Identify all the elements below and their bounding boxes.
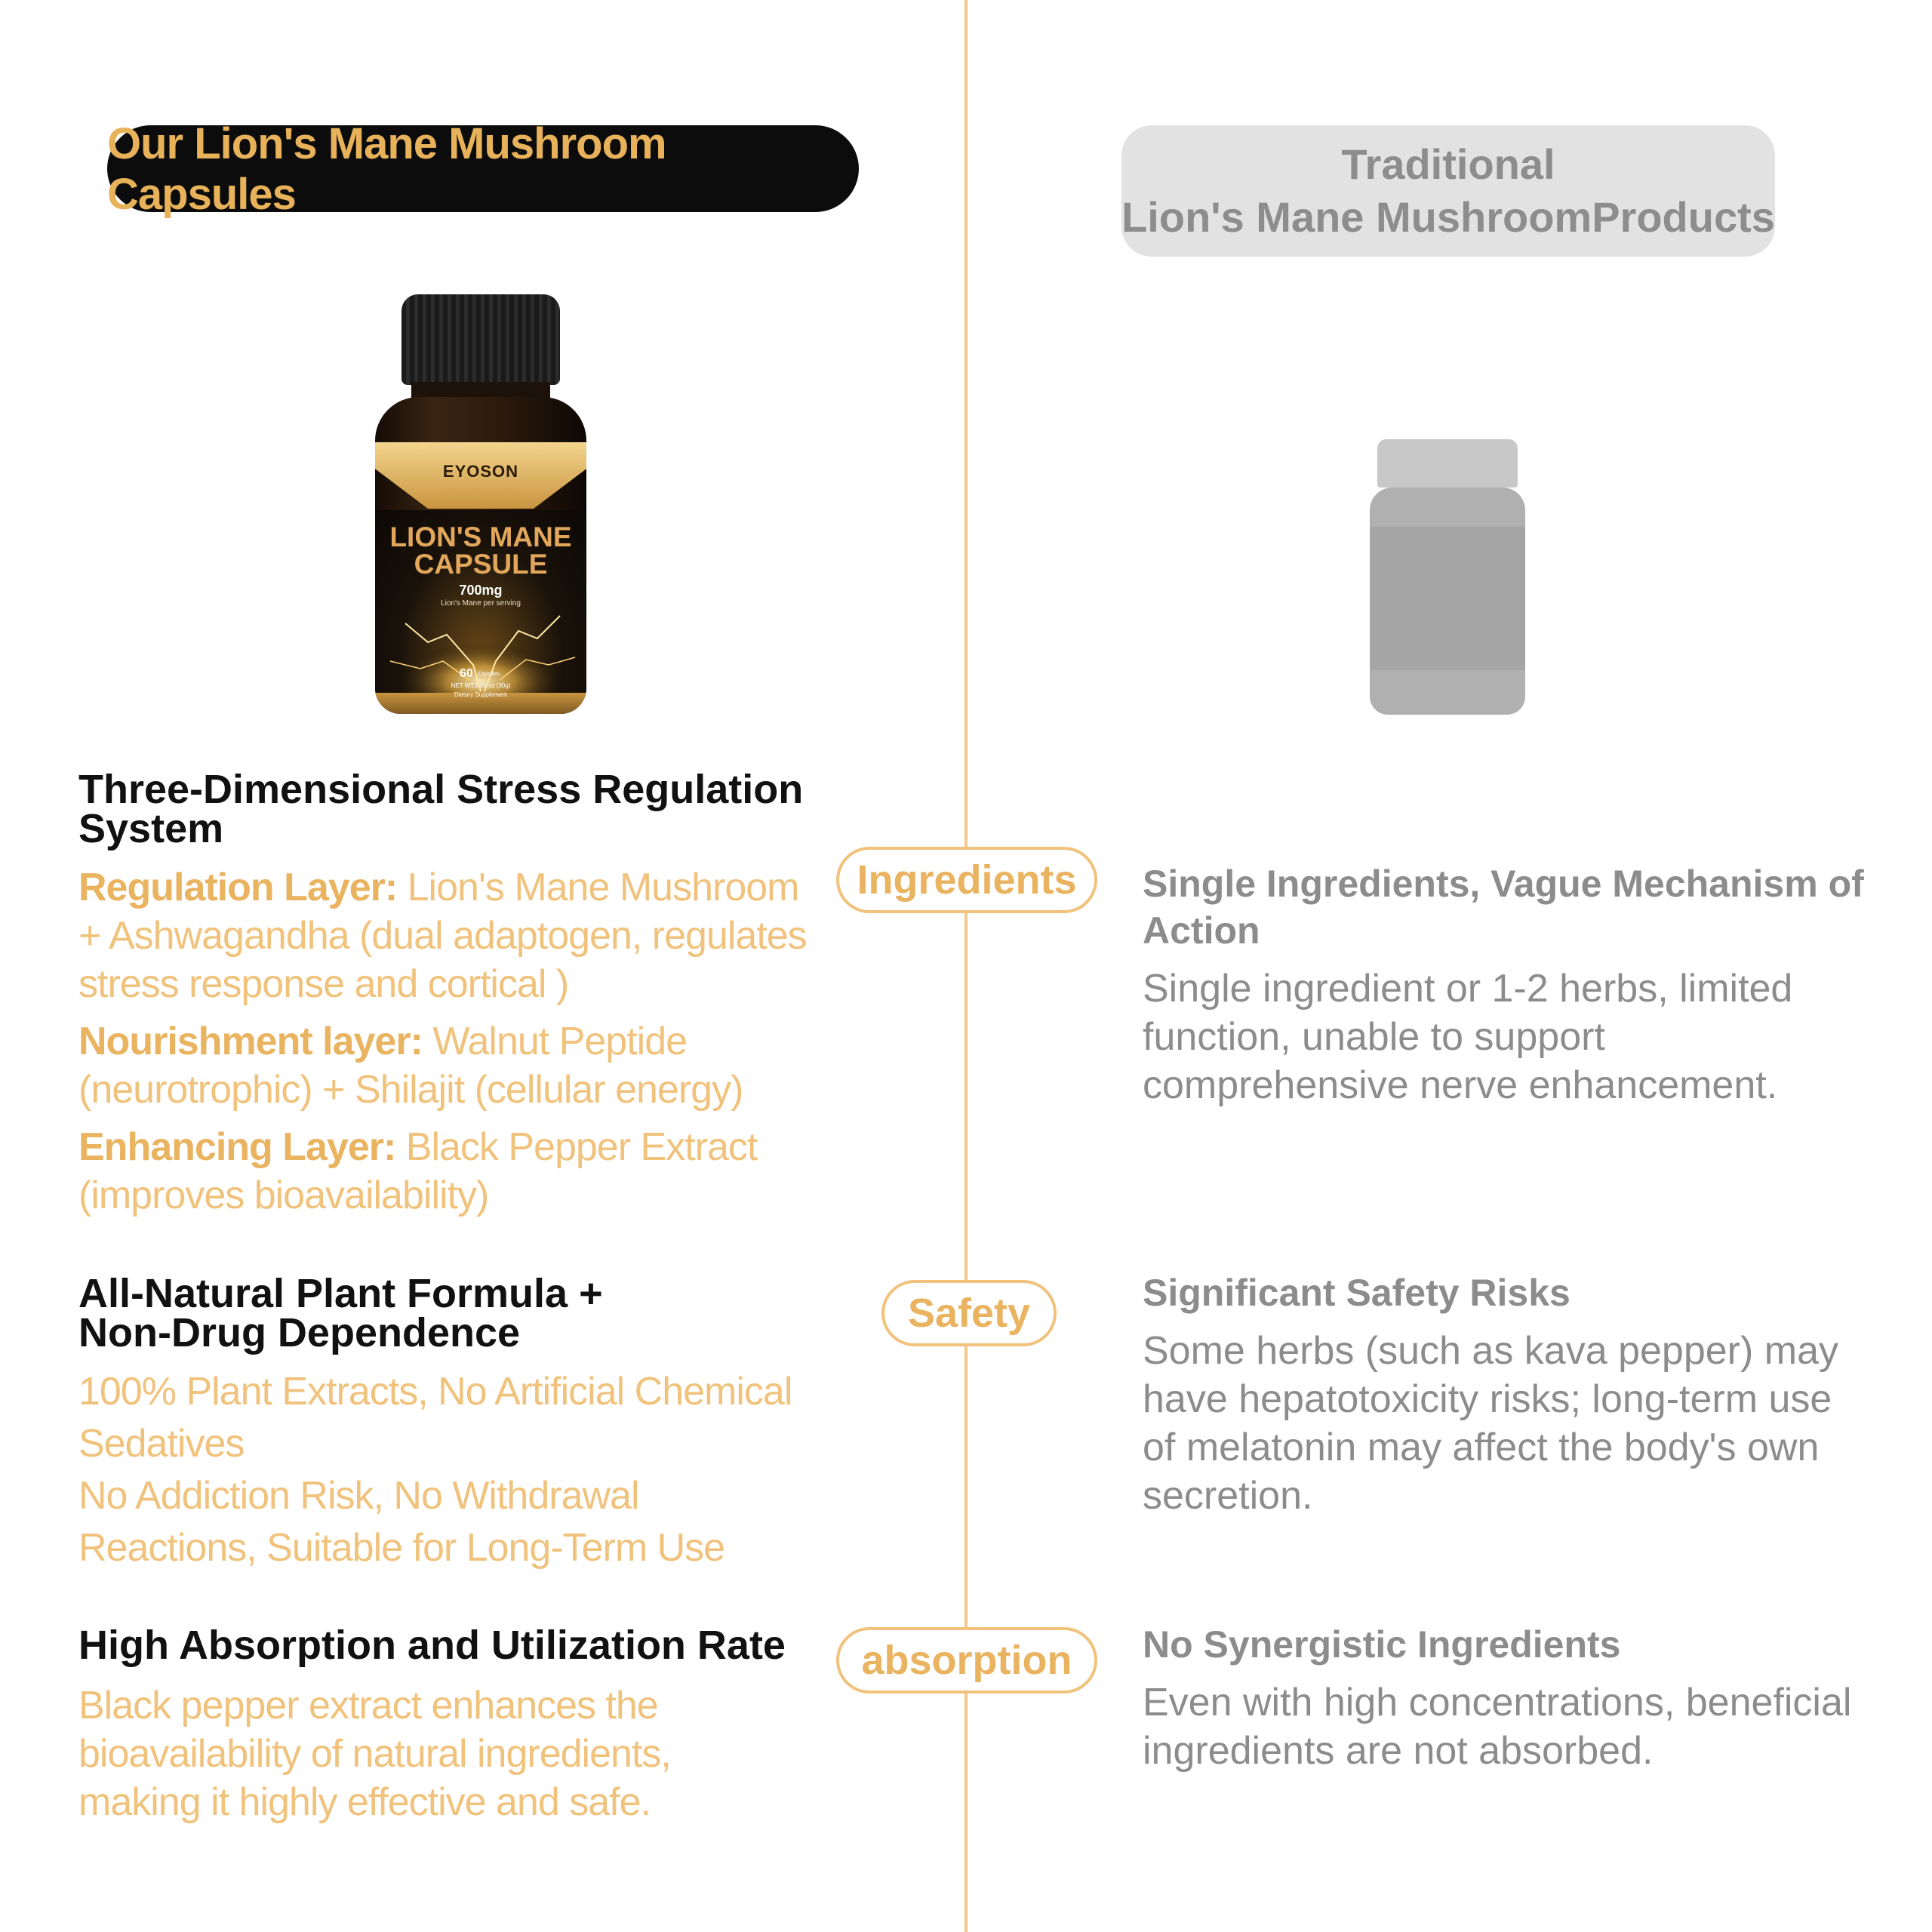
traditional-title-line1: Traditional [1341, 140, 1555, 188]
tag-absorption: absorption [836, 1627, 1097, 1694]
tag-safety: Safety [881, 1280, 1057, 1346]
generic-bottle-image [1370, 439, 1525, 715]
ours-ingredients-title: Three-Dimensional Stress Regulation System [78, 767, 804, 851]
bottle-product-name [375, 521, 586, 580]
traditional-absorption-body: Even with high concentrations, beneficial ingredients are not absorbed. [1143, 1681, 1852, 1773]
bottle-body [375, 397, 586, 714]
traditional-ingredients-title: Single Ingredients, Vague Mechanism of Action [1143, 863, 1864, 952]
ours-absorption-body: Black pepper extract enhances the bioavailability of natural ingredients, making it highly effective and safe. [78, 1684, 671, 1824]
traditional-title-pill [1121, 125, 1775, 257]
traditional-title-line2: Lion's Mane MushroomProducts [1121, 193, 1775, 241]
bottle-type: Dietary Supplement [454, 691, 508, 698]
generic-bottle-label [1370, 527, 1525, 670]
ours-safety-body: 100% Plant Extracts, No Artificial Chemical Sedatives No Addiction Risk, No Withdrawal Reactions, Suitable for Long-Term Use [78, 1370, 792, 1570]
ours-safety-title: All-Natural Plant Formula + Non-Drug Dependence [78, 1271, 603, 1355]
traditional-safety-title: Significant Safety Risks [1143, 1272, 1571, 1314]
bottle-dose: 700mg [459, 583, 503, 598]
product-bottle-image [375, 294, 586, 714]
bottle-cap [401, 294, 560, 385]
ours-absorption-title: High Absorption and Utilization Rate [78, 1623, 786, 1668]
ours-title-pill [107, 118, 859, 219]
bottle-count-label: Capsules [478, 672, 500, 677]
bottle-name-line1: LION'S MANE [389, 521, 572, 552]
generic-bottle-cap [1377, 439, 1518, 488]
regulation-label: Regulation Layer: [78, 866, 398, 909]
traditional-ingredients-body: Single ingredient or 1-2 herbs, limited function, unable to support comprehensive nerve enhancement. [1143, 967, 1793, 1107]
enhancing-label: Enhancing Layer: [78, 1125, 396, 1169]
traditional-absorption-title: No Synergistic Ingredients [1143, 1623, 1621, 1666]
ours-title: Our Lion's Mane Mushroom Capsules [107, 118, 666, 219]
nourishment-label: Nourishment layer: [78, 1020, 423, 1063]
bottle-net-weight: NET WT.1.05 oz (30g) [451, 682, 511, 689]
ours-ingredients-body: Regulation Layer: Lion's Mane Mushroom + Ashwagandha (dual adaptogen, regulates stress response and cortical ) Nourishment layer: Walnut Peptide (neurotrophic) + Shilajit (cellular energy) Enhancing Layer: Black Pepper Extract (improves bioavailability) [78, 866, 807, 1217]
traditional-safety-body: Some herbs (such as kava pepper) may have hepatotoxicity risks; long-term use of melatonin may affect the body's own secretion. [1143, 1329, 1838, 1518]
bottle-name-line2: CAPSULE [414, 549, 548, 580]
bottle-brand: EYOSON [442, 462, 519, 481]
bottle-count: 60 [460, 667, 473, 680]
tag-ingredients: Ingredients [836, 847, 1097, 913]
bottle-serving: Lion's Mane per serving [441, 599, 521, 608]
